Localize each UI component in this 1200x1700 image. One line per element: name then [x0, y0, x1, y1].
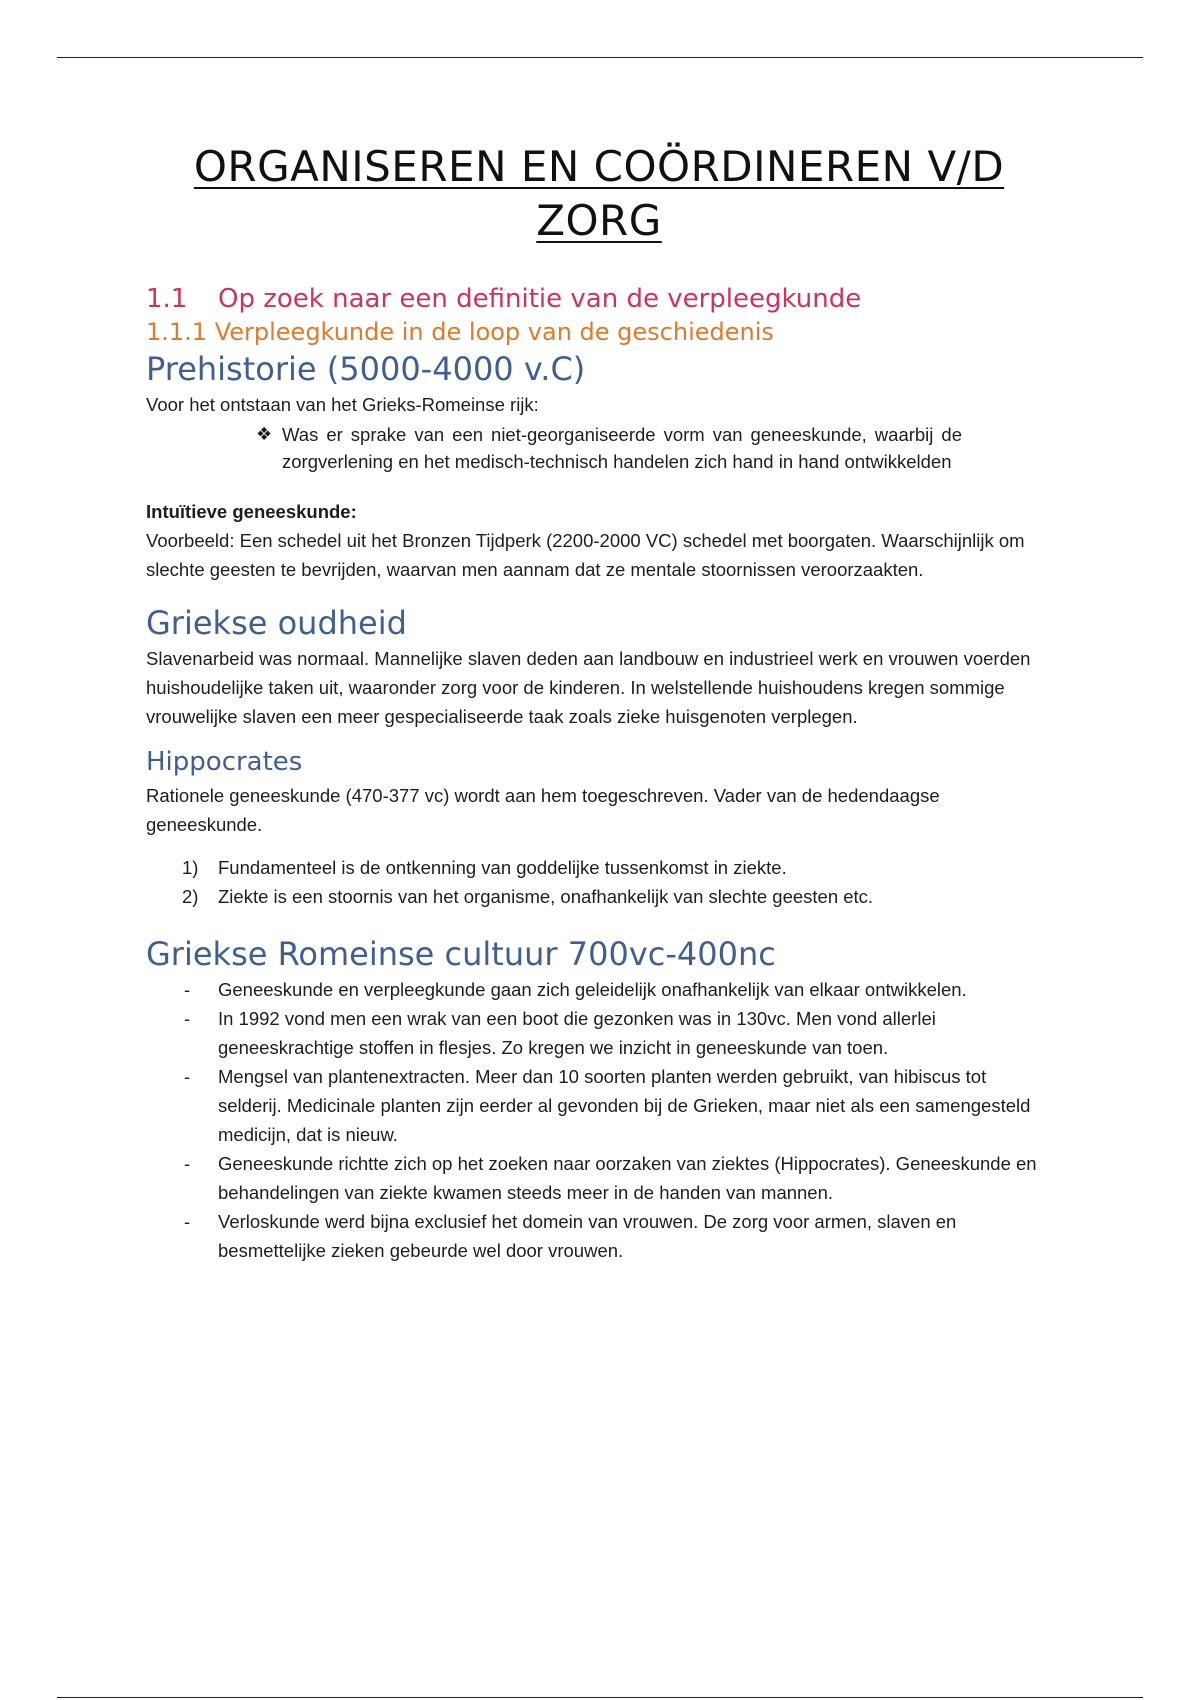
heading-prehistorie: Prehistorie (5000-4000 v.C) [146, 350, 586, 388]
heading-romeinse-cultuur: Griekse Romeinse cultuur 700vc-400nc [146, 935, 776, 973]
footer-rule [57, 1697, 1143, 1698]
prehistorie-intro: Voor het ontstaan van het Grieks-Romeinse rijk: [146, 394, 539, 415]
list-item-text: Ziekte is een stoornis van het organisme, onafhankelijk van slechte geesten etc. [218, 886, 874, 907]
list-item [146, 1149, 1052, 1207]
hippocrates-list [146, 853, 1052, 911]
document-title: ORGANISEREN EN COÖRDINEREN V/D ZORG [193, 142, 1005, 245]
header-rule [57, 57, 1143, 58]
prehistorie-bullet-text: Was er sprake van een niet-georganiseerde vorm van geneeskunde, waarbij de zorgverlening en het medisch-technisch handelen zich hand in hand ontwikkelden [282, 424, 962, 472]
list-item-text: Geneeskunde richtte zich op het zoeken naar oorzaken van ziektes (Hippocrates). Geneeskunde en behandelingen van ziekte kwamen steeds meer in de handen van mannen. [218, 1153, 1037, 1203]
prehistorie-example: Voorbeeld: Een schedel uit het Bronzen Tijdperk (2200-2000 VC) schedel met boorgaten. Waarschijnlijk om slechte geesten te bevrijden, waarvan men aannam dat ze mentale stoornissen veroorzaakten. [146, 530, 1025, 580]
list-marker: 2) [182, 886, 199, 907]
list-item-text: Mengsel van plantenextracten. Meer dan 10 soorten planten werden gebruikt, van hibiscus tot selderij. Medicinale planten zijn eerder al gevonden bij de Grieken, maar niet als een samengesteld medicijn, dat is nieuw. [218, 1066, 1031, 1145]
dash-marker: - [184, 1211, 191, 1232]
list-item [146, 975, 1052, 1004]
intuitive-label: Intuïtieve geneeskunde: [146, 501, 357, 522]
dash-marker: - [184, 1008, 191, 1029]
section-number: 1.1 [146, 284, 188, 314]
section-label: Op zoek naar een definitie van de verpleegkunde [218, 284, 862, 314]
heading-griekse-oudheid: Griekse oudheid [146, 604, 407, 642]
diamond-bullet-icon: ❖ [256, 424, 273, 445]
list-item-text: In 1992 vond men een wrak van een boot die gezonken was in 130vc. Men vond allerlei geneeskrachtige stoffen in flesjes. Zo kregen we inzicht in geneeskunde van toen. [218, 1008, 936, 1058]
list-item [146, 1207, 1052, 1265]
romeinse-list [146, 975, 1052, 1265]
document-page [146, 140, 1052, 1265]
list-item [146, 1004, 1052, 1062]
list-item-text: Verloskunde werd bijna exclusief het domein van vrouwen. De zorg voor armen, slaven en besmettelijke zieken gebeurde wel door vrouwen. [218, 1211, 957, 1261]
heading-hippocrates: Hippocrates [146, 747, 303, 777]
hippocrates-text: Rationele geneeskunde (470-377 vc) wordt aan hem toegeschreven. Vader van de hedendaagse geneeskunde. [146, 785, 940, 835]
griekse-oudheid-text: Slavenarbeid was normaal. Mannelijke slaven deden aan landbouw en industrieel werk en vrouwen voerden huishoudelijke taken uit, waaronder zorg voor de kinderen. In welstellende huishoudens kregen sommige vrouwelijke slaven een meer gespecialiseerde taak zoals zieke huisgenoten verplegen. [146, 648, 1031, 727]
list-item-text: Fundamenteel is de ontkenning van goddelijke tussenkomst in ziekte. [218, 857, 787, 878]
dash-marker: - [184, 1066, 191, 1087]
list-item-text: Geneeskunde en verpleegkunde gaan zich geleidelijk onafhankelijk van elkaar ontwikkelen. [218, 979, 967, 1000]
list-marker: 1) [182, 857, 199, 878]
list-item [146, 882, 1052, 911]
list-item [146, 1062, 1052, 1149]
list-item [146, 853, 1052, 882]
dash-marker: - [184, 979, 191, 1000]
prehistorie-bullet [256, 421, 962, 475]
subsection-heading: 1.1.1 Verpleegkunde in de loop van de geschiedenis [146, 318, 774, 346]
dash-marker: - [184, 1153, 191, 1174]
section-heading [146, 282, 1052, 316]
